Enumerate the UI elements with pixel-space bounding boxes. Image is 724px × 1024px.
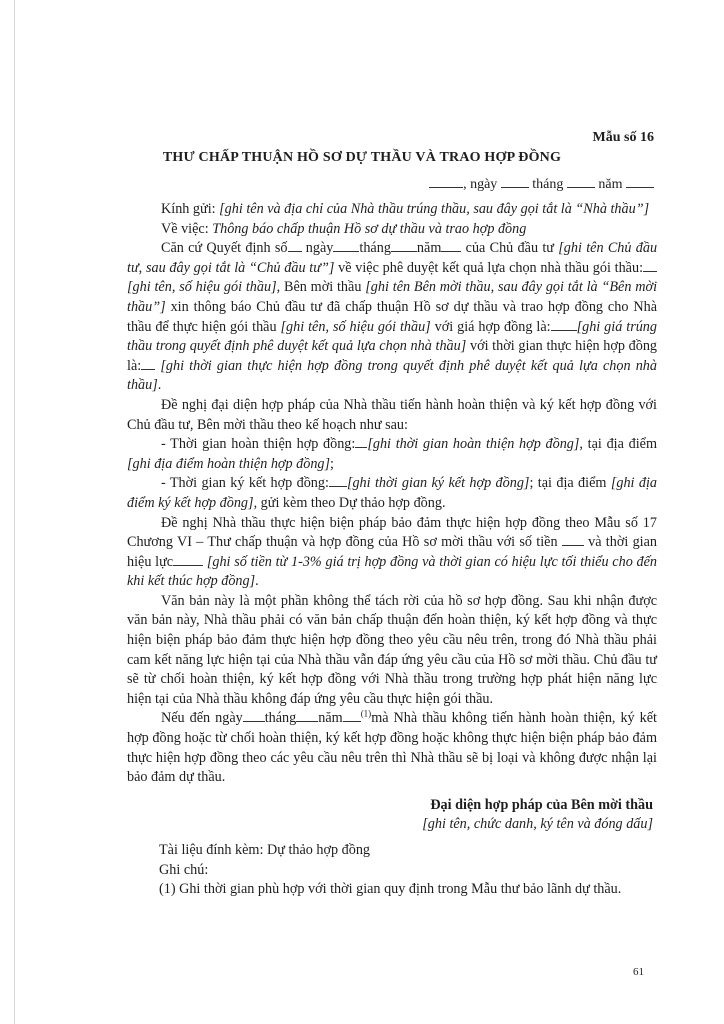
blank bbox=[501, 175, 529, 188]
text-run: với thời gian thực hiện hợp đồng là: bbox=[127, 338, 658, 374]
blank bbox=[243, 709, 265, 722]
bullet-sign bbox=[127, 474, 657, 513]
paragraph-guarantee bbox=[127, 514, 657, 592]
attachment-line: Tài liệu đính kèm: Dự thảo hợp đồng bbox=[159, 842, 371, 858]
placeholder-italic: [ghi giá trúng thầu trong quyết định phê duyệt kết quả lựa chọn nhà thầu] bbox=[127, 318, 657, 355]
paragraph-plan: Đề nghị đại diện hợp pháp của Nhà thầu tiến hành hoàn thiện và ký kết hợp đồng với Chủ đầu tư, Bên mời thầu theo kế hoạch như sau: bbox=[127, 396, 657, 433]
placeholder-italic: [ghi địa điểm ký kết hợp đồng] bbox=[127, 475, 657, 511]
text-run: năm bbox=[416, 240, 442, 257]
text-run: , tại địa điểm bbox=[579, 436, 657, 453]
recipient-label: Kính gửi: bbox=[161, 201, 216, 217]
text-run: . bbox=[255, 573, 259, 590]
recipient-text: [ghi tên và địa chỉ của Nhà thầu trúng thầu, sau đây gọi tắt là “Nhà thầu”] bbox=[219, 201, 650, 217]
recipient-line bbox=[127, 200, 657, 220]
placeholder-italic: [ghi tên Chủ đầu tư, sau đây gọi tắt là “Chủ đầu tư”] bbox=[127, 240, 658, 276]
placeholder-italic: [ghi tên, số hiệu gói thầu] bbox=[127, 279, 277, 296]
blank bbox=[355, 435, 367, 448]
placeholder-italic: [ghi thời gian thực hiện hợp đồng trong quyết định phê duyệt kết quả lựa chọn nhà thầu] bbox=[127, 357, 657, 394]
page-number: 61 bbox=[633, 966, 644, 978]
text-run: ngày bbox=[305, 240, 334, 257]
text-run: và thời gian hiệu lực bbox=[127, 534, 657, 570]
text-run: Nếu đến ngày bbox=[161, 710, 243, 727]
blank bbox=[141, 357, 155, 370]
text-run: Đề nghị Nhà thầu thực hiện biện pháp bảo đảm thực hiện hợp đồng theo Mẫu số 17 Chương VI – Thư chấp thuận và hợp đồng của Hồ sơ mời thầu với số tiền bbox=[127, 514, 657, 551]
text-run: tháng bbox=[264, 710, 297, 727]
text-run: năm bbox=[318, 710, 343, 727]
dateline-month: tháng bbox=[532, 177, 564, 192]
placeholder-italic: [ghi số tiền từ 1-3% giá trị hợp đồng và thời gian có hiệu lực tối thiểu cho đến khi kết thúc hợp đồng] bbox=[127, 553, 658, 590]
footnote-marker: (1) bbox=[360, 708, 372, 719]
paragraph-decision bbox=[127, 239, 657, 396]
blank bbox=[333, 239, 359, 252]
text-run: . bbox=[157, 377, 162, 394]
signature-title: Đại diện hợp pháp của Bên mời thầu bbox=[430, 796, 653, 813]
blank bbox=[551, 318, 577, 331]
placeholder-italic: [ghi thời gian hoàn thiện hợp đồng] bbox=[367, 436, 580, 453]
blank bbox=[441, 239, 461, 252]
text-run: xin thông báo Chủ đầu tư đã chấp thuận Hồ sơ dự thầu và trao hợp đồng cho Nhà thầu để thực hiện gói thầu bbox=[127, 298, 657, 335]
subject-line bbox=[127, 220, 657, 240]
letter-body bbox=[127, 200, 657, 900]
text-run: , gửi kèm theo Dự thảo hợp đồng. bbox=[253, 494, 446, 511]
subject-label: Về việc: bbox=[161, 220, 209, 237]
blank bbox=[343, 709, 361, 722]
blank bbox=[173, 553, 203, 566]
blank bbox=[429, 175, 463, 188]
text-run: về việc phê duyệt kết quả lựa chọn nhà thầu gói thầu: bbox=[338, 259, 644, 276]
text-run: ; tại địa điểm bbox=[529, 475, 607, 492]
text-run: ; bbox=[330, 455, 334, 472]
placeholder-italic: [ghi thời gian ký kết hợp đồng] bbox=[346, 475, 530, 492]
dateline-day: , ngày bbox=[463, 177, 498, 192]
blank bbox=[391, 239, 417, 252]
blank bbox=[567, 175, 595, 188]
paragraph-contract-file: Văn bản này là một phần không thể tách rời của hồ sơ hợp đồng. Sau khi nhận được văn bản này, Nhà thầu phải có văn bản chấp thuận đến hoàn thiện, ký kết hợp đồng và thực hiện biện pháp bảo đảm thực hiện hợp đồng theo yêu cầu nêu trên, trong đó Nhà thầu phải cam kết năng lực hiện tại của Nhà thầu vẫn đáp ứng yêu cầu của Hồ sơ mời thầu. Chủ đầu tư sẽ từ chối hoàn thiện, ký kết hợp đồng với Nhà thầu trong trường hợp phát hiện năng lực hiện tại của Nhà thầu không đáp ứng yêu cầu thực hiện gói thầu. bbox=[127, 592, 657, 707]
blank bbox=[626, 175, 654, 188]
note-item-1: (1) Ghi thời gian phù hợp với thời gian quy định trong Mẫu thư bảo lãnh dự thầu. bbox=[159, 881, 622, 898]
placeholder-italic: [ghi tên Bên mời thầu, sau đây gọi tắt là “Bên mời thầu”] bbox=[127, 279, 658, 315]
text-run: mà Nhà thầu không tiến hành hoàn thiện, ký kết hợp đồng hoặc từ chối hoàn thiện, ký kết hợp đồng hoặc không thực hiện biện pháp bảo đảm thực hiện hợp đồng theo các yêu cầu nêu trên thì Nhà thầu sẽ bị loại và không được nhận lại bảo đảm dự thầu. bbox=[127, 710, 657, 786]
blank bbox=[643, 259, 657, 272]
paragraph-deadline bbox=[127, 709, 657, 787]
text-run: Căn cứ Quyết định số bbox=[161, 240, 288, 257]
text-run: - Thời gian ký kết hợp đồng: bbox=[161, 475, 329, 492]
text-run: , Bên mời thầu bbox=[276, 279, 362, 296]
blank bbox=[296, 709, 318, 722]
placeholder-italic: [ghi địa điểm hoàn thiện hợp đồng] bbox=[127, 455, 331, 472]
text-run: tháng bbox=[359, 240, 391, 257]
text-run: với giá hợp đồng là: bbox=[434, 318, 551, 335]
blank bbox=[288, 239, 302, 252]
subject-text: Thông báo chấp thuận Hồ sơ dự thầu và trao hợp đồng bbox=[212, 220, 527, 237]
placeholder-italic: [ghi tên, số hiệu gói thầu] bbox=[280, 318, 431, 335]
document-title: THƯ CHẤP THUẬN HỒ SƠ DỰ THẦU VÀ TRAO HỢP ĐỒNG bbox=[162, 150, 562, 165]
bullet-finalize bbox=[127, 435, 657, 474]
dateline-year: năm bbox=[598, 177, 623, 192]
text-run: - Thời gian hoàn thiện hợp đồng: bbox=[161, 436, 356, 453]
notes-label: Ghi chú: bbox=[159, 861, 209, 878]
blank bbox=[329, 474, 347, 487]
form-number: Mẫu số 16 bbox=[592, 130, 654, 145]
dateline bbox=[429, 175, 654, 193]
text-run: của Chủ đầu tư bbox=[465, 240, 554, 257]
signature-note: [ghi tên, chức danh, ký tên và đóng dấu] bbox=[422, 816, 653, 833]
blank bbox=[562, 533, 584, 546]
